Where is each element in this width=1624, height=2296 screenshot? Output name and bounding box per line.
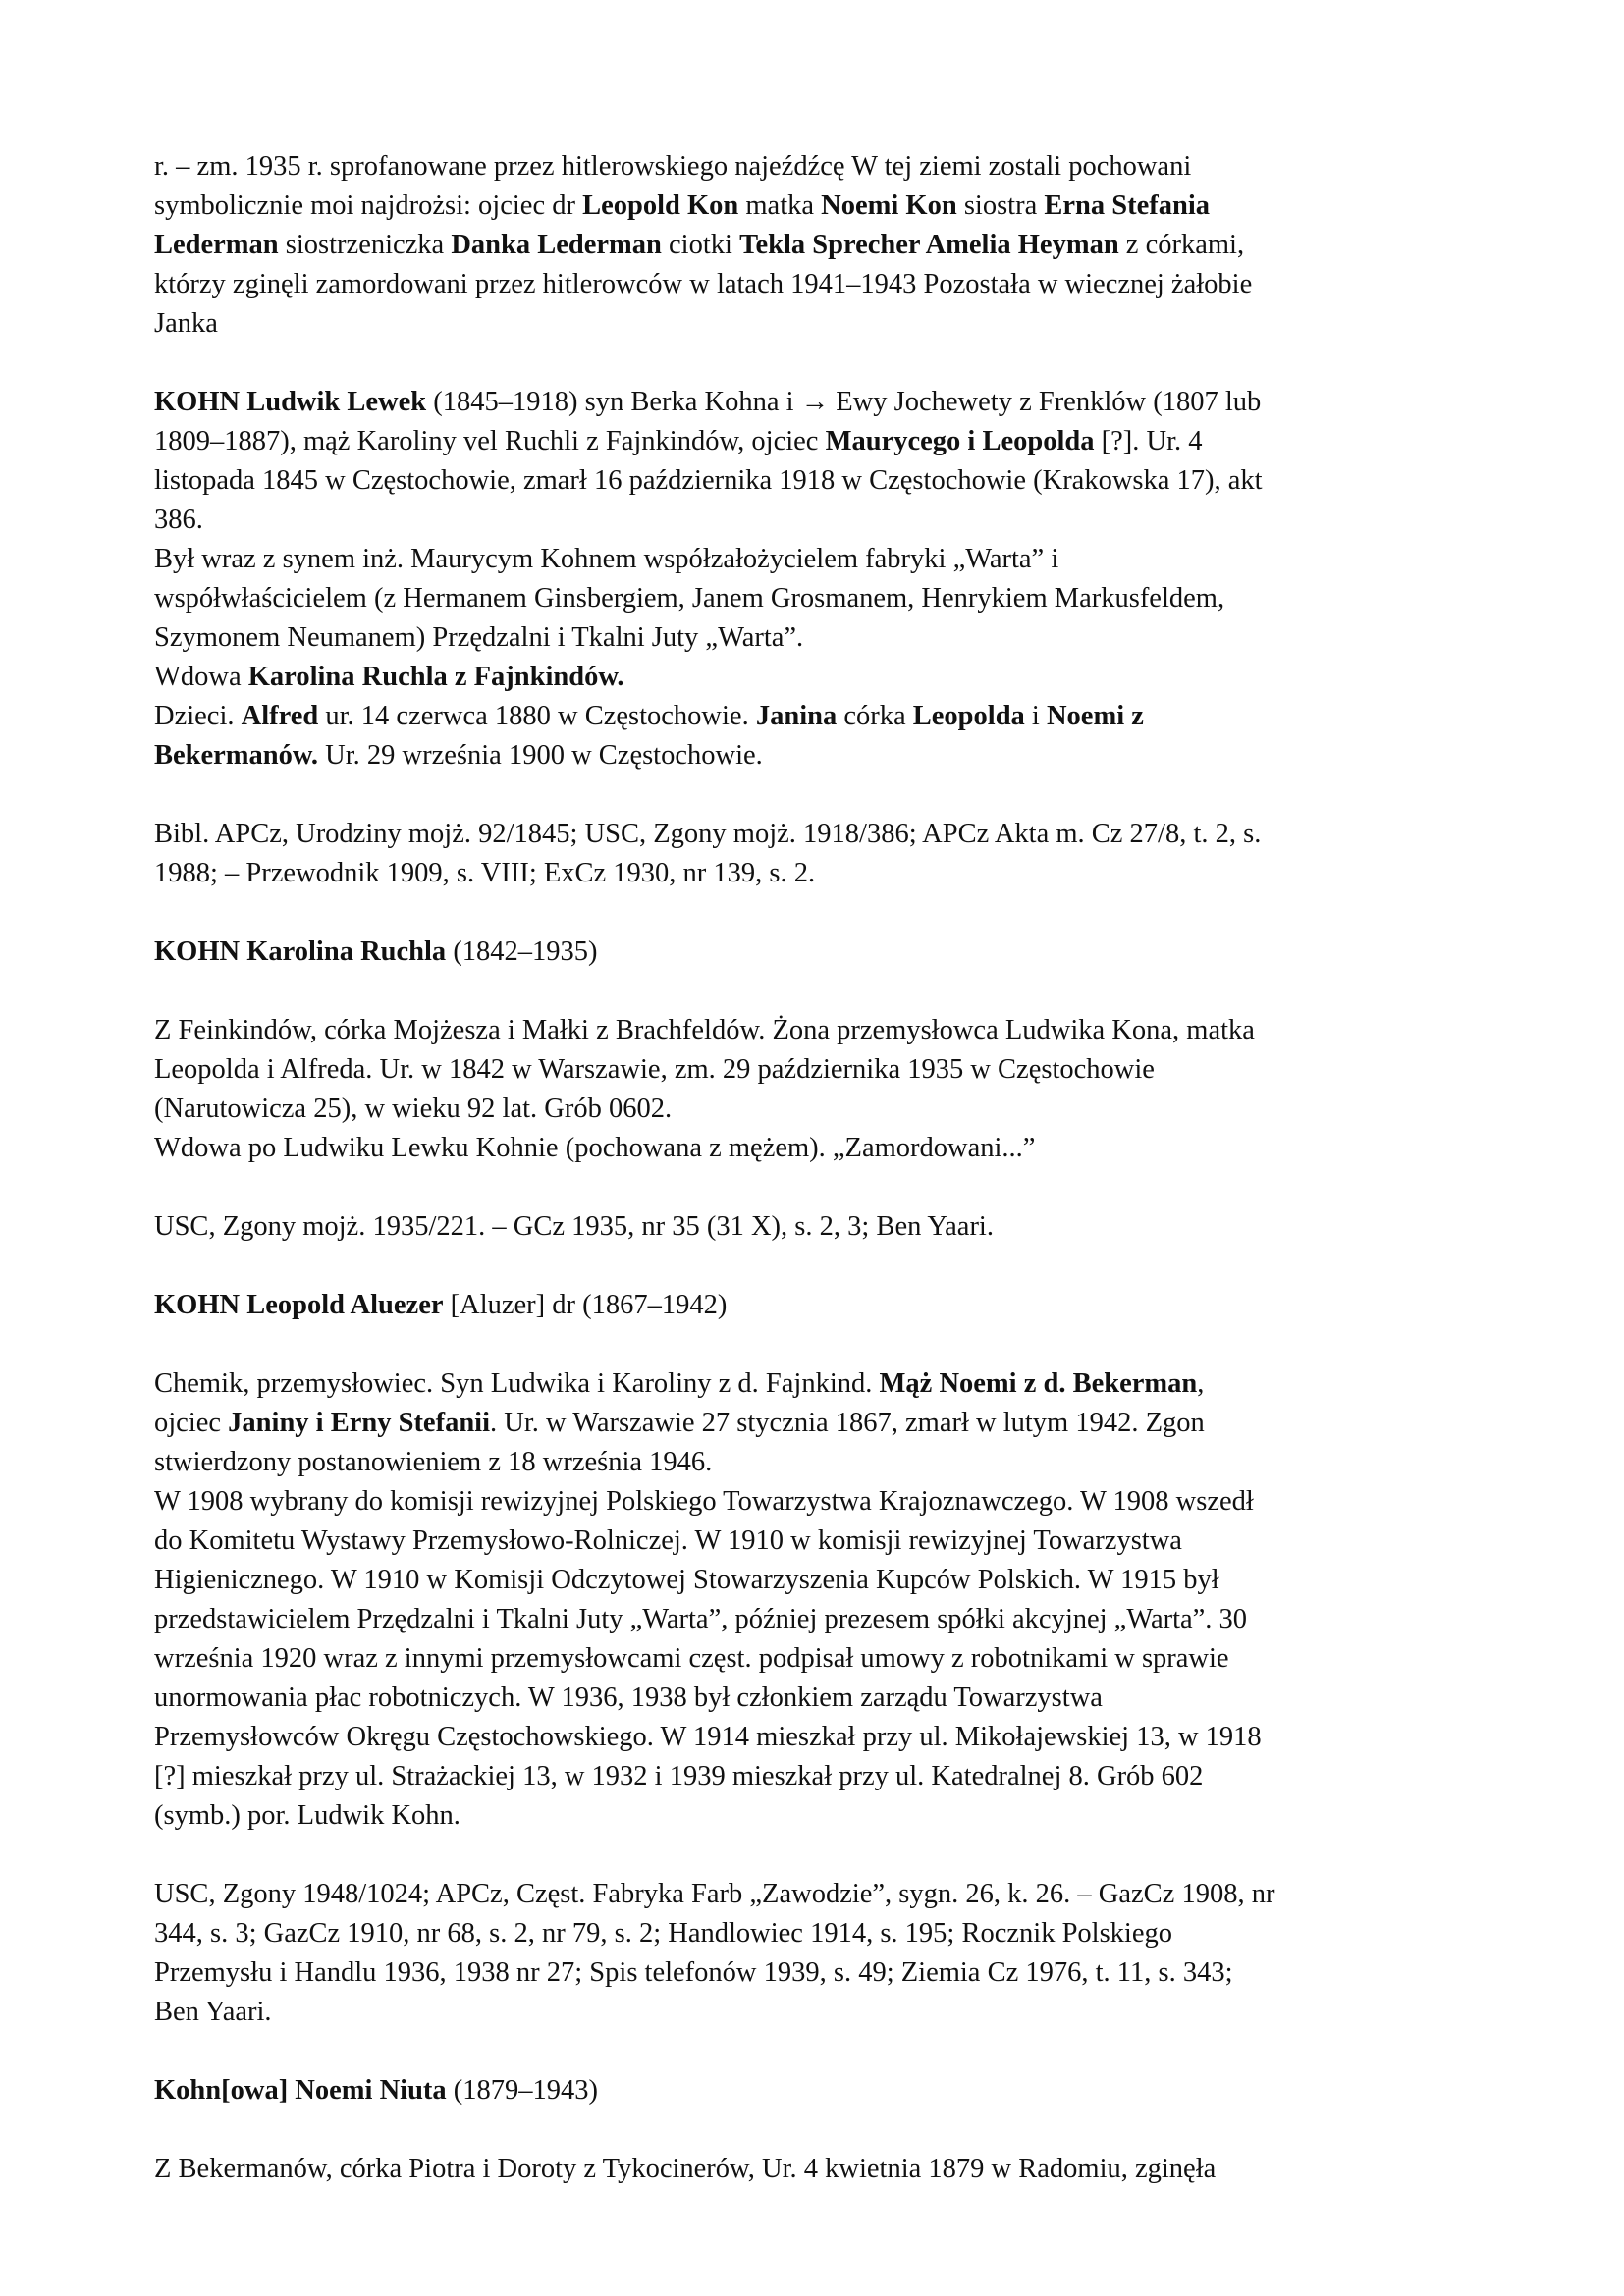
text-line: USC, Zgony 1948/1024; APCz, Częst. Fabryka Farb „Zawodzie”, sygn. 26, k. 26. – GazCz 1908, nr — [154, 1879, 1275, 1909]
text-line: Higienicznego. W 1910 w Komisji Odczytowej Stowarzyszenia Kupców Polskich. W 1915 był — [154, 1565, 1219, 1595]
entry-heading: KOHN Leopold Aluezer — [154, 1290, 444, 1320]
text-line: Chemik, przemysłowiec. Syn Ludwika i Karoliny z d. Fajnkind. Mąż Noemi z d. Bekerman, — [154, 1368, 1205, 1399]
text-line: Z Feinkindów, córka Mojżesza i Małki z Brachfeldów. Żona przemysłowca Ludwika Kona, matka — [154, 1015, 1255, 1045]
text-line: listopada 1845 w Częstochowie, zmarł 16 października 1918 w Częstochowie (Krakowska 17), akt — [154, 465, 1263, 496]
text-line: unormowania płac robotniczych. W 1936, 1938 był członkiem zarządu Towarzystwa — [154, 1682, 1103, 1713]
text-line: Lederman siostrzeniczka Danka Lederman ciotki Tekla Sprecher Amelia Heyman z córkami, — [154, 230, 1245, 260]
text-line: Wdowa Karolina Ruchla z Fajnkindów. — [154, 662, 624, 692]
entry-heading: KOHN Ludwik Lewek — [154, 387, 427, 417]
text-line: września 1920 wraz z innymi przemysłowcami częst. podpisał umowy z robotnikami w sprawie — [154, 1643, 1229, 1674]
text-line: Leopolda i Alfreda. Ur. w 1842 w Warszawie, zm. 29 października 1935 w Częstochowie — [154, 1054, 1155, 1085]
text-line: r. – zm. 1935 r. sprofanowane przez hitlerowskiego najeźdźcę W tej ziemi zostali pochowani — [154, 151, 1192, 182]
text-line: (Narutowicza 25), w wieku 92 lat. Grób 0602. — [154, 1094, 673, 1124]
text-line: W 1908 wybrany do komisji rewizyjnej Polskiego Towarzystwa Krajoznawczego. W 1908 wszedł — [154, 1486, 1254, 1517]
text-line: 1988; – Przewodnik 1909, s. VIII; ExCz 1930, nr 139, s. 2. — [154, 858, 816, 888]
entry-heading-karolina — [154, 933, 1489, 972]
entry-heading-line: KOHN Karolina Ruchla (1842–1935) — [154, 936, 598, 967]
entry-heading-line: KOHN Leopold Aluezer [Aluzer] dr (1867–1942) — [154, 1290, 728, 1320]
entry-noemi-kohn — [154, 2150, 1489, 2189]
text-line: współwłaścicielem (z Hermanem Ginsbergiem, Janem Grosmanem, Henrykiem Markusfeldem, — [154, 583, 1225, 614]
text-line: Bekermanów. Ur. 29 września 1900 w Częstochowie. — [154, 740, 763, 771]
text-line: [?] mieszkał przy ul. Strażackiej 13, w 1932 i 1939 mieszkał przy ul. Katedralnej 8. Grób 602 — [154, 1761, 1204, 1791]
text-line: stwierdzony postanowieniem z 18 września 1946. — [154, 1447, 713, 1477]
entry-karolina-kohn — [154, 1011, 1489, 1168]
text-line: Szymonem Neumanem) Przędzalni i Tkalni Juty „Warta”. — [154, 622, 804, 653]
entry-leopold-kohn — [154, 1364, 1489, 1836]
text-line: którzy zginęli zamordowani przez hitlerowców w latach 1941–1943 Pozostała w wiecznej żałobie — [154, 269, 1253, 299]
text-line: symbolicznie moi najdrożsi: ojciec dr Leopold Kon matka Noemi Kon siostra Erna Stefania — [154, 190, 1211, 221]
text-line: 344, s. 3; GazCz 1910, nr 68, s. 2, nr 79, s. 2; Handlowiec 1914, s. 195; Rocznik Polskiego — [154, 1918, 1172, 1949]
text-line: 386. — [154, 505, 203, 535]
text-line: ojciec Janiny i Erny Stefanii. Ur. w Warszawie 27 stycznia 1867, zmarł w lutym 1942. Zgon — [154, 1408, 1205, 1438]
bibliography-karolina — [154, 1207, 1489, 1247]
text-line: Ben Yaari. — [154, 1997, 272, 2027]
text-line: Przemysłu i Handlu 1936, 1938 nr 27; Spis telefonów 1939, s. 49; Ziemia Cz 1976, t. 11, s. 343; — [154, 1957, 1233, 1988]
text-line: Wdowa po Ludwiku Lewku Kohnie (pochowana z mężem). „Zamordowani...” — [154, 1133, 1036, 1163]
document-page — [154, 147, 1489, 2189]
text-line: do Komitetu Wystawy Przemysłowo-Rolniczej. W 1910 w komisji rewizyjnej Towarzystwa — [154, 1525, 1182, 1556]
entry-ludwik-kohn — [154, 383, 1489, 775]
intro-paragraph — [154, 147, 1489, 344]
text-line: (symb.) por. Ludwik Kohn. — [154, 1800, 460, 1831]
entry-heading-leopold — [154, 1286, 1489, 1325]
entry-heading-noemi — [154, 2071, 1489, 2110]
entry-heading: KOHN Karolina Ruchla — [154, 936, 447, 967]
text-line: Był wraz z synem inż. Maurycym Kohnem współzałożycielem fabryki „Warta” i — [154, 544, 1059, 574]
text-line: Z Bekermanów, córka Piotra i Doroty z Tykocinerów, Ur. 4 kwietnia 1879 w Radomiu, zginęła — [154, 2154, 1217, 2184]
text-line: USC, Zgony mojż. 1935/221. – GCz 1935, nr 35 (31 X), s. 2, 3; Ben Yaari. — [154, 1211, 994, 1242]
entry-heading-line: KOHN Ludwik Lewek (1845–1918) syn Berka Kohna i → Ewy Jochewety z Frenklów (1807 lub — [154, 387, 1262, 417]
text-line: Janka — [154, 308, 218, 339]
text-line: Bibl. APCz, Urodziny mojż. 92/1845; USC, Zgony mojż. 1918/386; APCz Akta m. Cz 27/8, t. 2, s. — [154, 819, 1262, 849]
entry-heading: Kohn[owa] Noemi Niuta — [154, 2075, 447, 2106]
text-line: przedstawicielem Przędzalni i Tkalni Juty „Warta”, później prezesem spółki akcyjnej „Warta”. 30 — [154, 1604, 1248, 1634]
text-line: Dzieci. Alfred ur. 14 czerwca 1880 w Częstochowie. Janina córka Leopolda i Noemi z — [154, 701, 1144, 731]
entry-heading-line: Kohn[owa] Noemi Niuta (1879–1943) — [154, 2075, 599, 2106]
bibliography-ludwik — [154, 815, 1489, 893]
text-line: 1809–1887), mąż Karoliny vel Ruchli z Fajnkindów, ojciec Maurycego i Leopolda [?]. Ur. 4 — [154, 426, 1203, 456]
bibliography-leopold — [154, 1875, 1489, 2032]
text-line: Przemysłowców Okręgu Częstochowskiego. W 1914 mieszkał przy ul. Mikołajewskiej 13, w 1918 — [154, 1722, 1262, 1752]
